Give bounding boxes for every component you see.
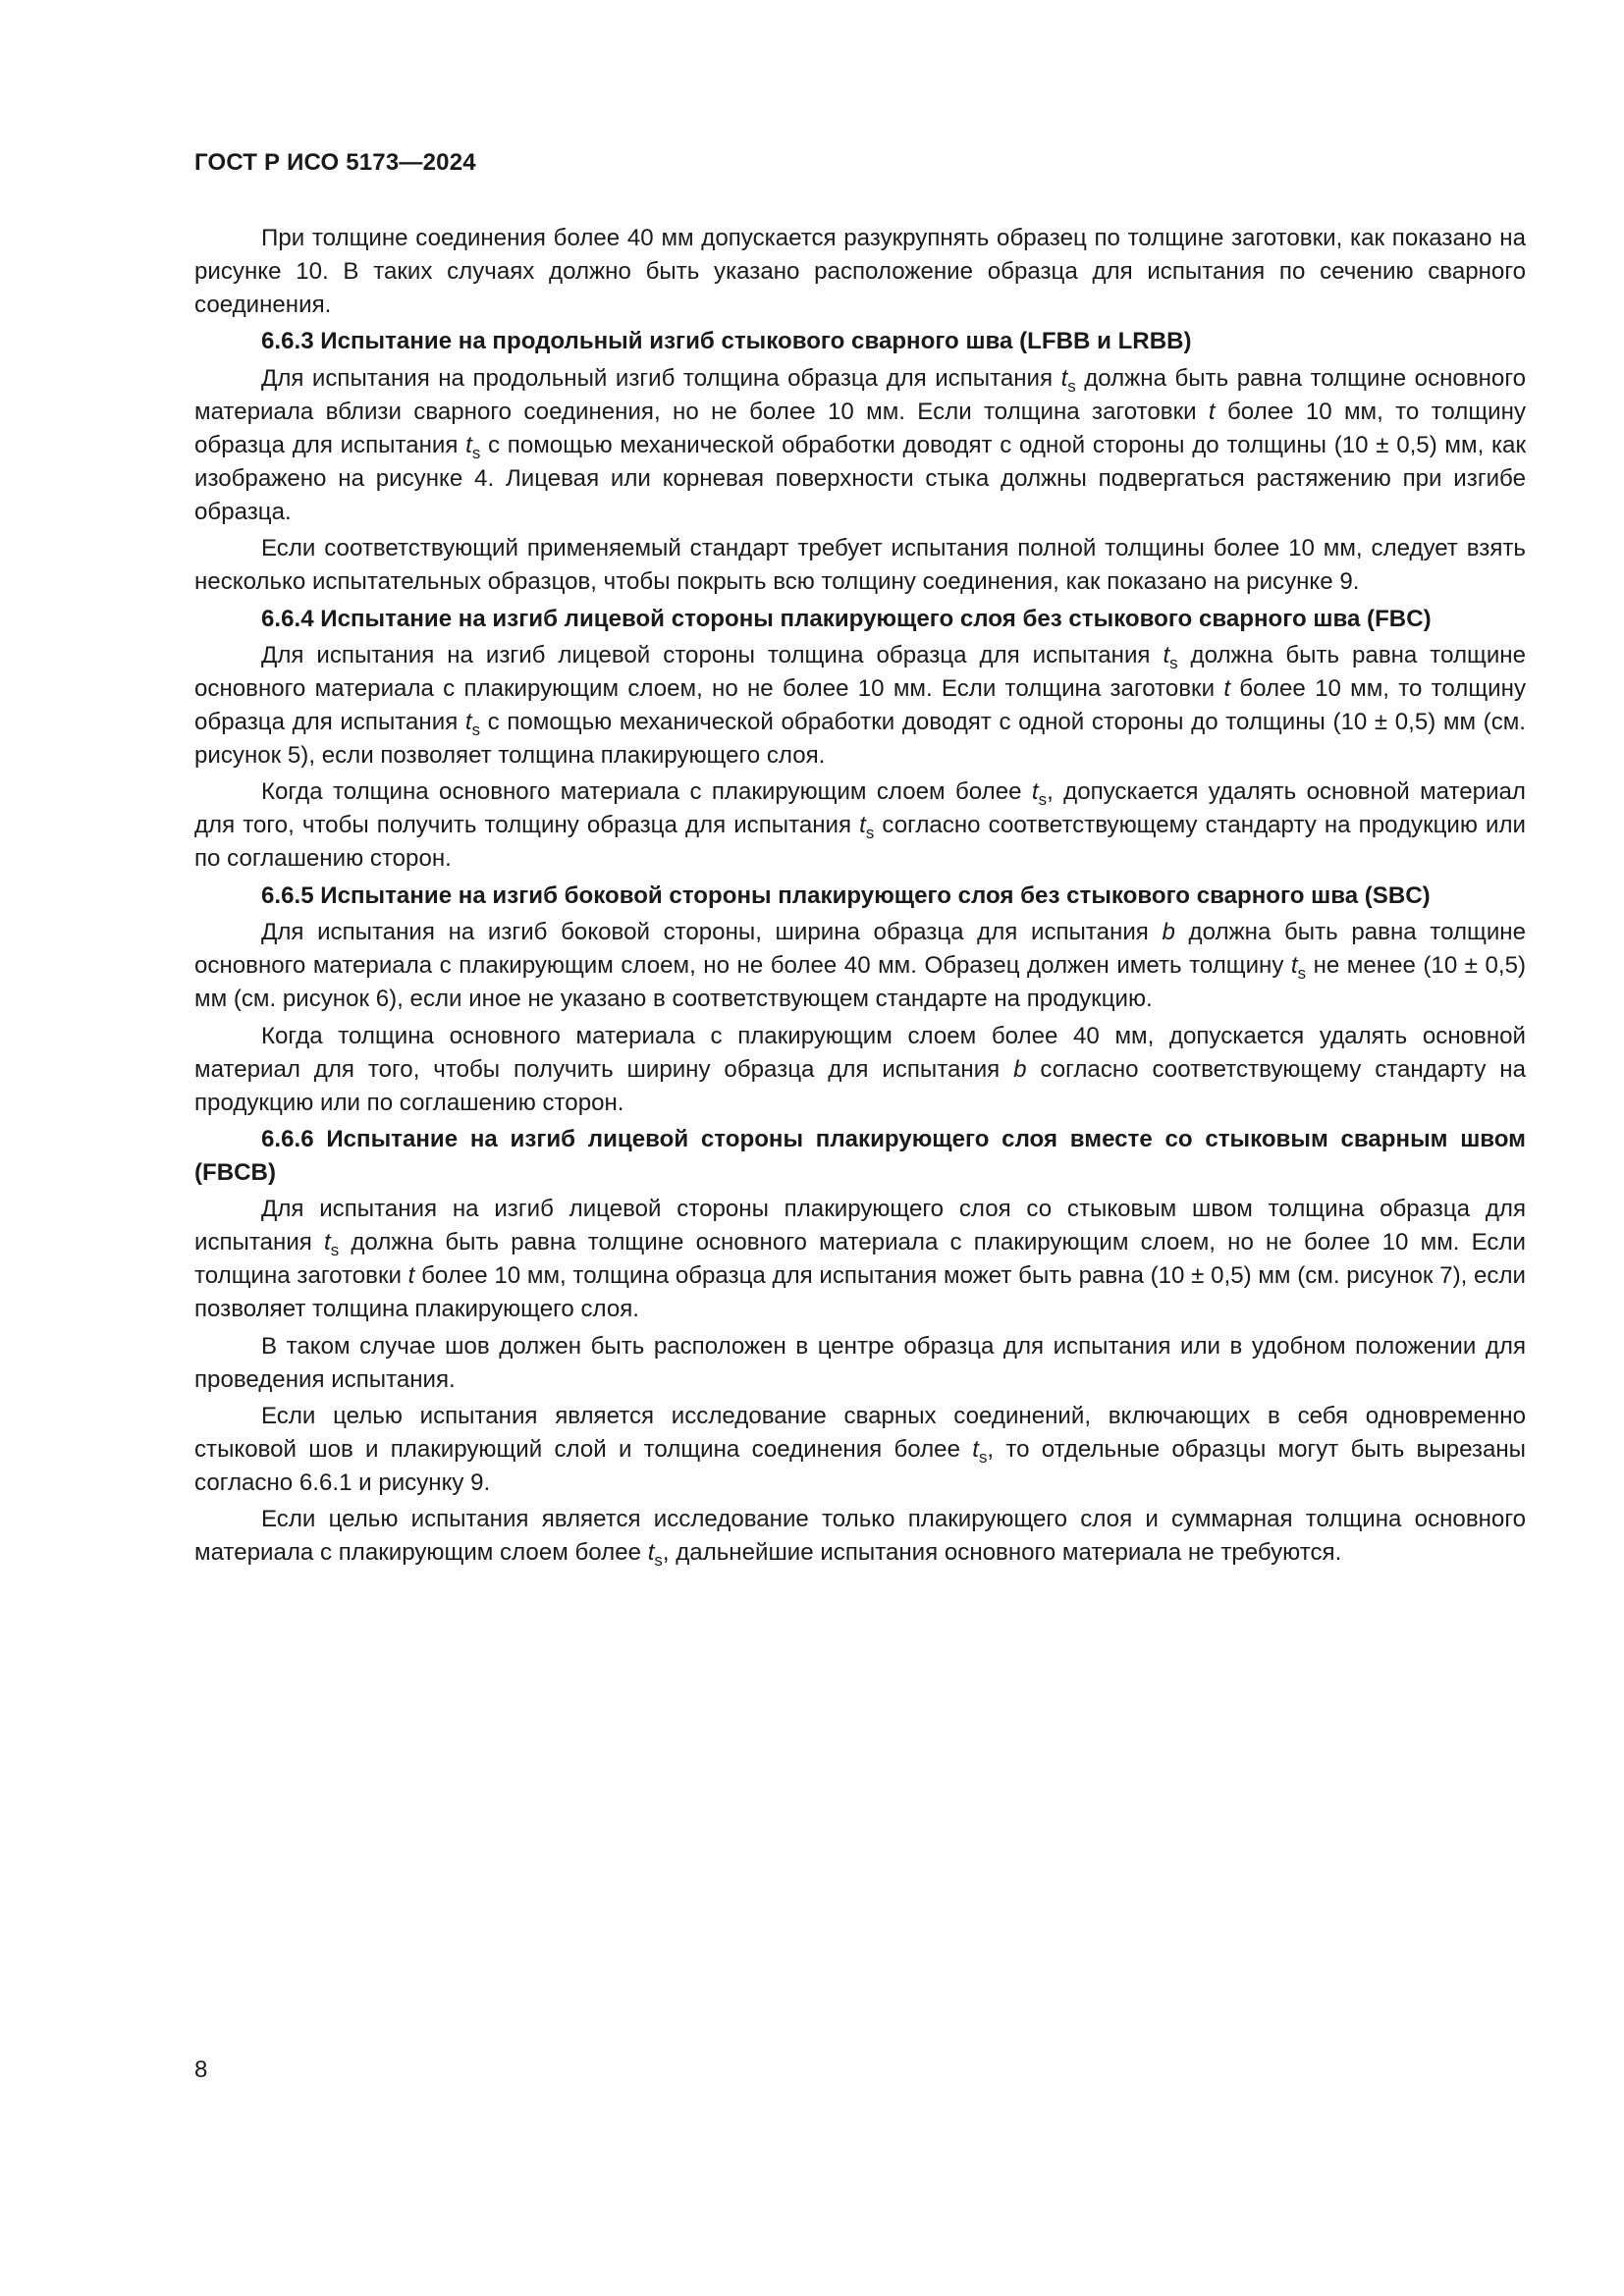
section-heading-6-6-5: 6.6.5 Испытание на изгиб боковой стороны плакирующего слоя без стыкового сварного шва (SBC) <box>261 881 1431 909</box>
document-body <box>194 222 1526 1574</box>
page-number: 8 <box>194 2056 208 2083</box>
paragraph-6-6-6-cladding-only: Если целью испытания является исследование только плакирующего слоя и суммарная толщина основного материала с плакирующим слоем более $t_s$, дальнейшие испытания основного материала не требуются. <box>194 1506 1526 1571</box>
paragraph-6-6-4-specimen-thickness: Для испытания на изгиб лицевой стороны толщина образца для испытания $t_s$ должна быть равна толщине основного материала с плакирующим слоем, но не более 10 мм. Если толщина заготовки t более 10 мм, то толщину образца для испытания $t_s$ с помощью механической обработки доводят с одной стороны до толщины (10 ± 0,5) мм (см. рисунок 5), если позволяет толщина плакирующего слоя. <box>194 641 1526 769</box>
paragraph-6-6-6-weld-position: В таком случае шов должен быть расположен в центре образца для испытания или в удобном положении для проведения испытания. <box>194 1332 1526 1393</box>
paragraph-6-6-5-specimen-width: Для испытания на изгиб боковой стороны, ширина образца для испытания b должна быть равна толщине основного материала с плакирующим слоем, но не более 40 мм. Образец должен иметь толщину $t_s$ не менее (10 ± 0,5) мм (см. рисунок 6), если иное не указано в соответствующем стандарте на продукцию. <box>194 919 1526 1013</box>
paragraph-6-6-4-base-material-removal: Когда толщина основного материала с плакирующим слоем более $t_s$, допускается удалять основной материал для того, чтобы получить толщину образца для испытания $t_s$ согласно соответствующему стандарту на продукцию или по соглашению сторон. <box>194 778 1526 873</box>
paragraph-6-6-6-separate-specimens: Если целью испытания является исследование сварных соединений, включающих в себя одновременно стыковой шов и плакирующий слой и толщина соединения более $t_s$, то отдельные образцы могут быть вырезаны согласно 6.6.1 и рисунку 9. <box>194 1403 1527 1497</box>
paragraph-6-6-5-base-material-removal: Когда толщина основного материала с плакирующим слоем более 40 мм, допускается удалять основной материал для того, чтобы получить ширину образца для испытания b согласно соответствующему стандарту на продукцию или по соглашению сторон. <box>194 1022 1526 1116</box>
section-heading-6-6-3: 6.6.3 Испытание на продольный изгиб стыкового сварного шва (LFBB и LRBB) <box>261 328 1192 355</box>
section-heading-6-6-4: 6.6.4 Испытание на изгиб лицевой стороны плакирующего слоя без стыкового сварного шва (FBC) <box>261 605 1432 632</box>
paragraph-6-6-6-specimen-thickness: Для испытания на изгиб лицевой стороны плакирующего слоя со стыковым швом толщина образца для испытания $t_s$ должна быть равна толщине основного материала с плакирующим слоем, но не более 10 мм. Если толщина заготовки t более 10 мм, толщина образца для испытания может быть равна (10 ± 0,5) мм (см. рисунок 7), если позволяет толщина плакирующего слоя. <box>194 1196 1526 1323</box>
paragraph-6-6-3-specimen-thickness: Для испытания на продольный изгиб толщина образца для испытания $t_s$ должна быть равна толщине основного материала вблизи сварного соединения, но не более 10 мм. Если толщина заготовки t более 10 мм, то толщину образца для испытания $t_s$ с помощью механической обработки доводят с одной стороны до толщины (10 ± 0,5) мм, как изображено на рисунке 4. Лицевая или корневая поверхности стыка должны подвергаться растяжению при изгибе образца. <box>194 364 1526 525</box>
paragraph-thickness-division: При толщине соединения более 40 мм допускается разукрупнять образец по толщине заготовки, как показано на рисунке 10. В таких случаях должно быть указано расположение образца для испытания по сечению сварного соединения. <box>194 225 1526 318</box>
paragraph-6-6-3-full-thickness: Если соответствующий применяемый стандарт требует испытания полной толщины более 10 мм, следует взять несколько испытательных образцов, чтобы покрыть всю толщину соединения, как показано на рисунке 9. <box>194 535 1526 596</box>
document-header: ГОСТ Р ИСО 5173—2024 <box>194 149 476 176</box>
section-heading-6-6-6: 6.6.6 Испытание на изгиб лицевой стороны плакирующего слоя вместе со стыковым сварным швом (FBCB) <box>194 1125 1526 1186</box>
